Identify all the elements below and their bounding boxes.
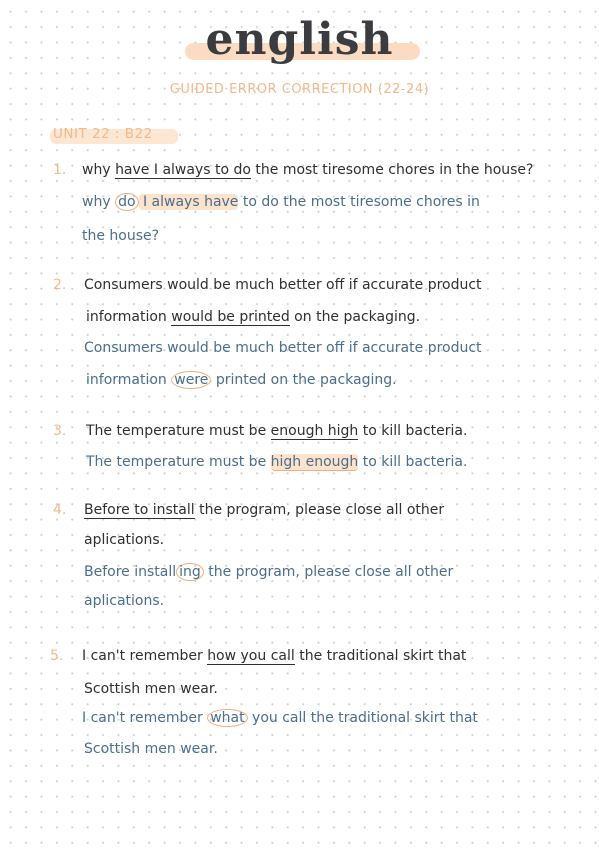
- correction-circle: do: [115, 193, 138, 211]
- unit-label: UNIT 22 : B22: [53, 126, 153, 142]
- text: information: [86, 372, 172, 388]
- item-5-original-line2: Scottish men wear.: [84, 681, 218, 697]
- text: The temperature must be: [86, 454, 271, 470]
- item-2-corrected-line1: Consumers would be much better off if accurate product: [84, 340, 482, 356]
- page-subtitle: GUIDED ERROR CORRECTION (22-24): [169, 82, 430, 97]
- item-5-corrected-line1: [82, 710, 478, 726]
- text: The temperature must be: [86, 423, 271, 439]
- text: printed on the packaging.: [211, 372, 397, 388]
- swap-phrase: high enough: [270, 454, 359, 470]
- error-phrase: would be printed: [171, 309, 290, 325]
- text: to do the most tiresome chores in: [238, 194, 480, 210]
- item-number-5: 5.: [50, 648, 64, 664]
- text: I can't remember: [82, 648, 208, 664]
- text: the traditional skirt that: [294, 648, 467, 664]
- item-number-3: 3.: [53, 423, 67, 439]
- correction-circle: ing: [176, 563, 204, 581]
- text: information: [86, 309, 172, 325]
- text: on the packaging.: [289, 309, 421, 325]
- item-1-corrected-line2: the house?: [82, 228, 160, 244]
- error-phrase: Before to install: [84, 502, 195, 518]
- text: Before install: [84, 564, 177, 580]
- item-4-original-line2: aplications.: [84, 532, 165, 548]
- item-number-1: 1.: [53, 162, 67, 178]
- text: you call the traditional skirt that: [247, 710, 478, 726]
- text: to kill bacteria.: [358, 454, 468, 470]
- page-title: english: [205, 14, 394, 65]
- text: why: [82, 162, 116, 178]
- text: the program, please close all other: [194, 502, 445, 518]
- item-3-original: [86, 423, 467, 439]
- highlighted-phrase: I always have: [138, 194, 239, 210]
- item-3-corrected: [86, 454, 467, 470]
- item-5-original-line1: [82, 648, 466, 664]
- correction-circle: were: [171, 371, 211, 389]
- unit-heading: [53, 126, 153, 142]
- item-number-2: 2.: [53, 277, 67, 293]
- item-number-4: 4.: [53, 502, 67, 518]
- item-2-original-line2: [86, 309, 420, 325]
- text: I can't remember: [82, 710, 208, 726]
- correction-circle: what: [207, 709, 247, 727]
- text: why: [82, 194, 116, 210]
- text: to kill bacteria.: [358, 423, 468, 439]
- item-2-corrected-line2: [86, 372, 397, 388]
- text: the most tiresome chores in the house?: [250, 162, 534, 178]
- item-1-corrected-line1: [82, 194, 480, 210]
- error-phrase: have I always to do: [115, 162, 251, 178]
- error-phrase: enough high: [270, 423, 359, 439]
- item-1-original: [82, 162, 533, 178]
- error-phrase: how you call: [207, 648, 295, 664]
- item-4-original-line1: [84, 502, 444, 518]
- text: the program, please close all other: [203, 564, 454, 580]
- item-4-corrected-line1: [84, 564, 453, 580]
- item-2-original-line1: Consumers would be much better off if accurate product: [84, 277, 482, 293]
- item-5-corrected-line2: Scottish men wear.: [84, 741, 218, 757]
- item-4-corrected-line2: aplications.: [84, 593, 165, 609]
